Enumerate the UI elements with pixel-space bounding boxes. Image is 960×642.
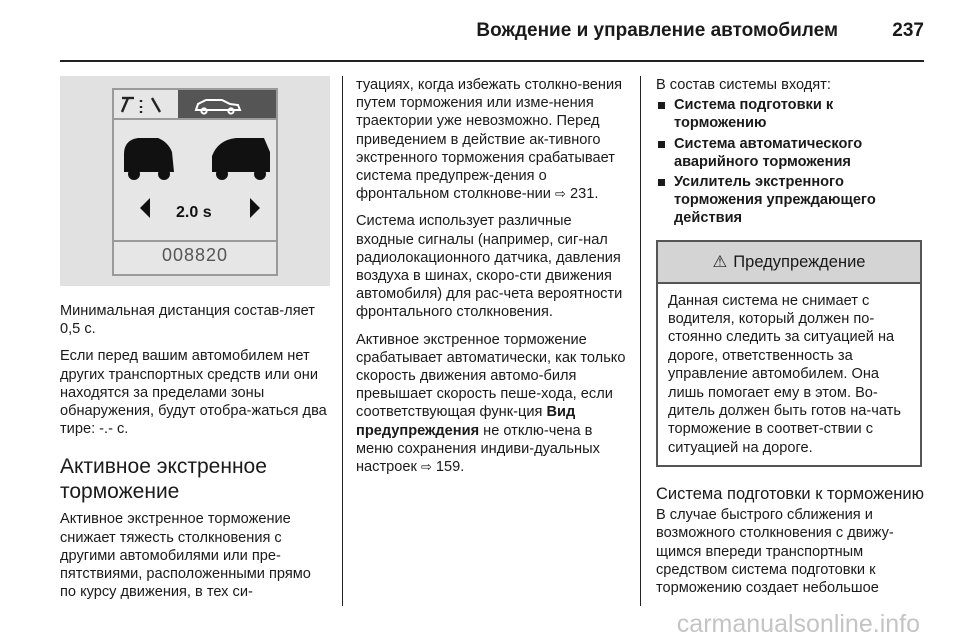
warning-header (658, 242, 920, 284)
page-header-title: Вождение и управление автомобилем (476, 20, 838, 41)
system-components-list (656, 96, 926, 227)
watermark: carmanualsonline.info (676, 610, 920, 638)
paragraph-text: туациях, когда избежать столкно-вения путем торможения или изме-нения траектории уже невозможно. Перед приведением в действие ак-тивного экстренного торможения срабатывает система предупреж-дения о фронтальном столкнове-нии (356, 77, 623, 203)
header-divider (60, 60, 924, 62)
warning-text: Данная система не снимает с водителя, который должен по-стоянно следить за ситуацией на дороге, ответственность за управление автомобилем. Она лишь помогает ему в этом. Во-дитель должен быть готов на-чать торможение в соответ-ствии с ситуацией на дороге. (668, 292, 901, 456)
arrow-right-icon (250, 198, 260, 218)
car-front-icon (124, 138, 174, 180)
distance-value: 2.0 s (176, 204, 212, 221)
odometer-counter: 008820 (161, 245, 229, 265)
warning-title: Предупреждение (733, 252, 866, 271)
warning-triangle-icon: ⚠ (712, 252, 728, 271)
column-middle (356, 76, 628, 485)
paragraph: Минимальная дистанция состав-ляет 0,5 с. (60, 303, 315, 338)
column-divider (640, 76, 641, 606)
page-reference[interactable]: 159. (435, 459, 465, 476)
bullet-square-icon (658, 179, 665, 186)
paragraph: Активное экстренное торможение снижает тяжесть столкновения с другими автомобилями или пре-пятствиями, расположенными прямо по курсу движения, в тех си- (60, 511, 311, 601)
display-separator (114, 240, 276, 242)
following-distance-figure (60, 76, 330, 286)
section-heading: Активное экстренное торможение (60, 455, 267, 504)
page-ref-arrow-icon: ⇨ (555, 186, 566, 202)
paragraph (356, 76, 628, 203)
arrow-left-icon (140, 198, 150, 218)
paragraph: Если перед вашим автомобилем нет других транспортных средств или они находятся за пределами зоны обнаружения, будут отобра-жаться два тире: -.- с. (60, 348, 327, 438)
bullet-square-icon (658, 102, 665, 109)
car-ahead-icon (212, 138, 270, 180)
menu-item-name: Вид предупреждения (356, 404, 576, 439)
display-frame (112, 88, 278, 276)
paragraph-text: не отклю-чена в меню сохранения индиви-дуальных настроек (356, 422, 600, 476)
page-number: 237 (892, 20, 924, 41)
page-reference[interactable]: 231. (569, 186, 599, 203)
road-lane-icon (122, 98, 160, 113)
list-intro: В состав системы входят: (656, 77, 831, 93)
paragraph-text: Активное экстренное торможение срабатывает автоматически, как только скорость движения автомо-биля превышает скорость пеше-хода, если соответствующая функ-ция (356, 331, 626, 421)
list-item: Система автоматического аварийного торможения (656, 135, 926, 171)
bullet-square-icon (658, 141, 665, 148)
list-item: Усилитель экстренного торможения упреждающего действия (656, 173, 926, 228)
subsection-heading: Система подготовки к торможению (656, 485, 924, 504)
column-divider (342, 76, 343, 606)
page-ref-arrow-icon: ⇨ (420, 459, 432, 475)
paragraph: Система использует различные входные сигналы (например, сиг-нал радиолокационного датчика, давления воздуха в шинах, скоро-сти движения автомобиля) для рас-чета вероятности фронтального столкновения. (356, 213, 623, 321)
warning-box (656, 240, 922, 468)
column-left (60, 76, 330, 610)
paragraph (356, 331, 628, 477)
list-item: Система подготовки к торможению (656, 96, 926, 132)
car-outline-icon (196, 100, 240, 114)
paragraph: В случае быстрого сближения и возможного столкновения с движу-щимся впереди транспортным средством система подготовки к торможению создает небольшое (656, 507, 894, 597)
column-right (656, 76, 926, 606)
